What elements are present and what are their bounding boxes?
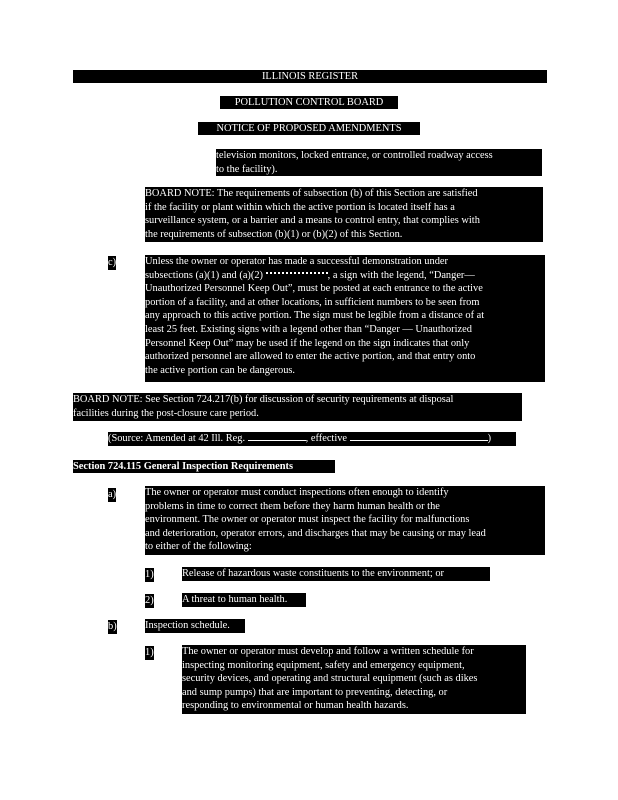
item-b-heading: Inspection schedule. (145, 619, 245, 633)
item-a-paragraph: The owner or operator must conduct inspections often enough to identify problems in time to correct them before they harm human health or the environment. The owner or operator must inspect the facility for malfunctions and deterioration, operator errors, and discharges that may be causing or may lead to either of the following: (145, 486, 545, 555)
item-a-label: a) (108, 489, 117, 500)
notice-title: NOTICE OF PROPOSED AMENDMENTS (198, 122, 420, 135)
continued-paragraph: television monitors, locked entrance, or controlled roadway access to the facility). (216, 149, 542, 176)
register-title: ILLINOIS REGISTER (73, 70, 547, 83)
blank-effective-date (350, 440, 488, 441)
board-title: POLLUTION CONTROL BOARD (220, 96, 398, 109)
item-a1-text: Release of hazardous waste constituents to the environment; or (182, 567, 490, 581)
source-line: (Source: Amended at 42 Ill. Reg. , effective ) (108, 432, 516, 446)
item-b1-paragraph: The owner or operator must develop and follow a written schedule for inspecting monitoring equipment, safety and emergency equipment, security devices, and operating and structural equipment (such as dikes and sump pumps) that are important to preventing, detecting, or responding to environmental or human health hazards. (182, 645, 526, 714)
item-a2-text: A threat to human health. (182, 593, 306, 607)
board-note-1: BOARD NOTE: The requirements of subsection (b) of this Section are satisfied if the facility or plant within which the active portion is located itself has a surveillance system, or a barrier and a means to control entry, that complies with the requirements of subsection (b)(1) or (b)(2) of this Section. (145, 187, 543, 242)
item-c-paragraph: Unless the owner or operator has made a successful demonstration under subsections (a)(1) and (a)(2) , a sign with the legend, “Danger— Unauthorized Personnel Keep Out”, must be posted at each entrance to the active portion of a facility, and at other locations, in sufficient numbers to be seen from any approach to this active portion. The sign must be legible from a distance of at least 25 feet. Existing signs with a legend other than “Danger — Unauthorized Personnel Keep Out” may be used if the legend on the sign indicates that only authorized personnel are allowed to enter the active portion, and that entry onto the active portion can be dangerous. (145, 255, 545, 382)
item-b-label: b) (108, 621, 117, 632)
item-b1-label: 1) (145, 647, 154, 658)
item-a1-label: 1) (145, 569, 154, 580)
item-c-label: c) (108, 257, 117, 268)
item-a2-label: 2) (145, 595, 154, 606)
blank-reg-number (248, 440, 306, 441)
strikethrough-mark (266, 272, 328, 278)
board-note-2: BOARD NOTE: See Section 724.217(b) for discussion of security requirements at disposal facilities during the post-closure care period. (73, 393, 522, 421)
section-heading: Section 724.115 General Inspection Requirements (73, 460, 335, 473)
